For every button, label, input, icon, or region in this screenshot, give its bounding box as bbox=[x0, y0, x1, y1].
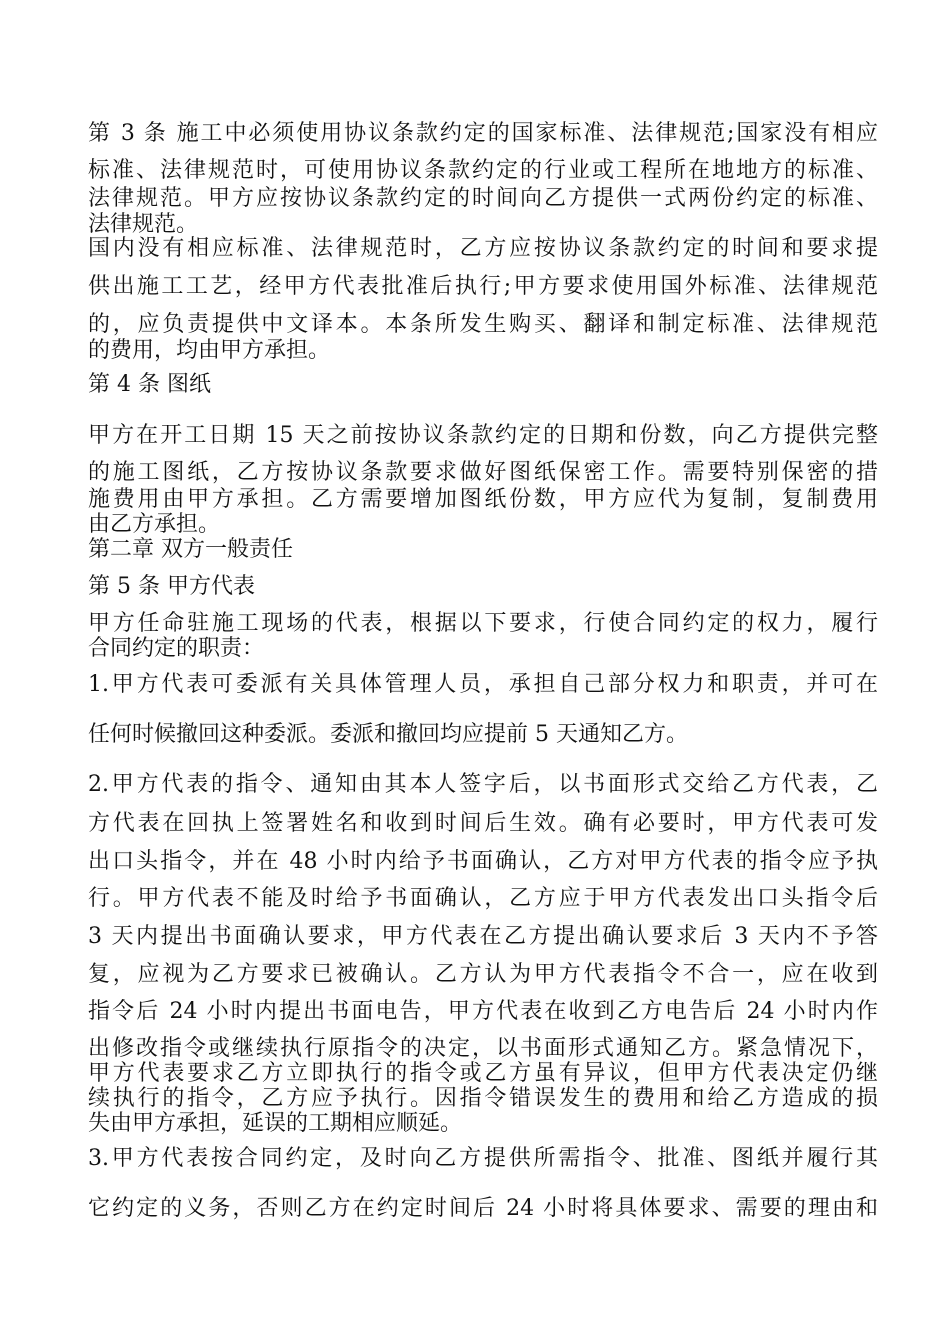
text-line: 方代表在回执上签署姓名和收到时间后生效。确有必要时，甲方代表可发 bbox=[88, 811, 878, 836]
text-line: 的，应负责提供中文译本。本条所发生购买、翻译和制定标准、法律规范 bbox=[88, 312, 878, 337]
text-line: 的费用，均由甲方承担。 bbox=[88, 338, 331, 363]
text-line: 标准、法律规范时，可使用协议条款约定的行业或工程所在地地方的标准、 bbox=[88, 158, 878, 183]
text-line: 行。甲方代表不能及时给予书面确认，乙方应于甲方代表发出口头指令后 bbox=[88, 886, 878, 911]
text-line: 失由甲方承担，延误的工期相应顺延。 bbox=[88, 1111, 463, 1136]
section-heading: 第 5 条 甲方代表 bbox=[88, 574, 255, 599]
text-line: 甲方在开工日期 15 天之前按协议条款约定的日期和份数，向乙方提供完整 bbox=[88, 423, 878, 448]
text-line: 合同约定的职责： bbox=[88, 636, 265, 661]
text-line: 指令后 24 小时内提出书面电告，甲方代表在收到乙方电告后 24 小时内作 bbox=[88, 999, 878, 1024]
text-line: 出修改指令或继续执行原指令的决定，以书面形式通知乙方。紧急情况下， bbox=[88, 1036, 878, 1061]
text-line: 施费用由甲方承担。乙方需要增加图纸份数，甲方应代为复制，复制费用 bbox=[88, 487, 878, 512]
text-line: 第 3 条 施工中必须使用协议条款约定的国家标准、法律规范;国家没有相应 bbox=[88, 121, 878, 146]
text-line: 1.甲方代表可委派有关具体管理人员，承担自己部分权力和职责，并可在 bbox=[88, 672, 878, 697]
text-line: 2.甲方代表的指令、通知由其本人签字后，以书面形式交给乙方代表，乙 bbox=[88, 772, 878, 797]
text-line: 出口头指令，并在 48 小时内给予书面确认，乙方对甲方代表的指令应予执 bbox=[88, 849, 878, 874]
text-line: 续执行的指令，乙方应予执行。因指令错误发生的费用和给乙方造成的损 bbox=[88, 1086, 878, 1111]
text-line: 3.甲方代表按合同约定，及时向乙方提供所需指令、批准、图纸并履行其 bbox=[88, 1146, 878, 1171]
text-line: 国内没有相应标准、法律规范时，乙方应按协议条款约定的时间和要求提 bbox=[88, 236, 878, 261]
text-line: 3 天内提出书面确认要求，甲方代表在乙方提出确认要求后 3 天内不予答 bbox=[88, 924, 878, 949]
text-line: 甲方代表要求乙方立即执行的指令或乙方虽有异议，但甲方代表决定仍继 bbox=[88, 1061, 878, 1086]
text-line: 甲方任命驻施工现场的代表，根据以下要求，行使合同约定的权力，履行 bbox=[88, 611, 878, 636]
text-line: 由乙方承担。 bbox=[88, 512, 221, 537]
text-line: 法律规范。甲方应按协议条款约定的时间向乙方提供一式两份约定的标准、 bbox=[88, 186, 878, 211]
text-line: 复，应视为乙方要求已被确认。乙方认为甲方代表指令不合一，应在收到 bbox=[88, 962, 878, 987]
text-line: 供出施工工艺，经甲方代表批准后执行;甲方要求使用国外标准、法律规范 bbox=[88, 274, 878, 299]
section-heading: 第 4 条 图纸 bbox=[88, 372, 211, 397]
text-line: 的施工图纸，乙方按协议条款要求做好图纸保密工作。需要特别保密的措 bbox=[88, 460, 878, 485]
chapter-heading: 第二章 双方一般责任 bbox=[88, 537, 293, 562]
text-line: 法律规范。 bbox=[88, 212, 199, 237]
text-line: 它约定的义务，否则乙方在约定时间后 24 小时将具体要求、需要的理由和 bbox=[88, 1196, 878, 1221]
text-line: 任何时候撤回这种委派。委派和撤回均应提前 5 天通知乙方。 bbox=[88, 722, 688, 747]
